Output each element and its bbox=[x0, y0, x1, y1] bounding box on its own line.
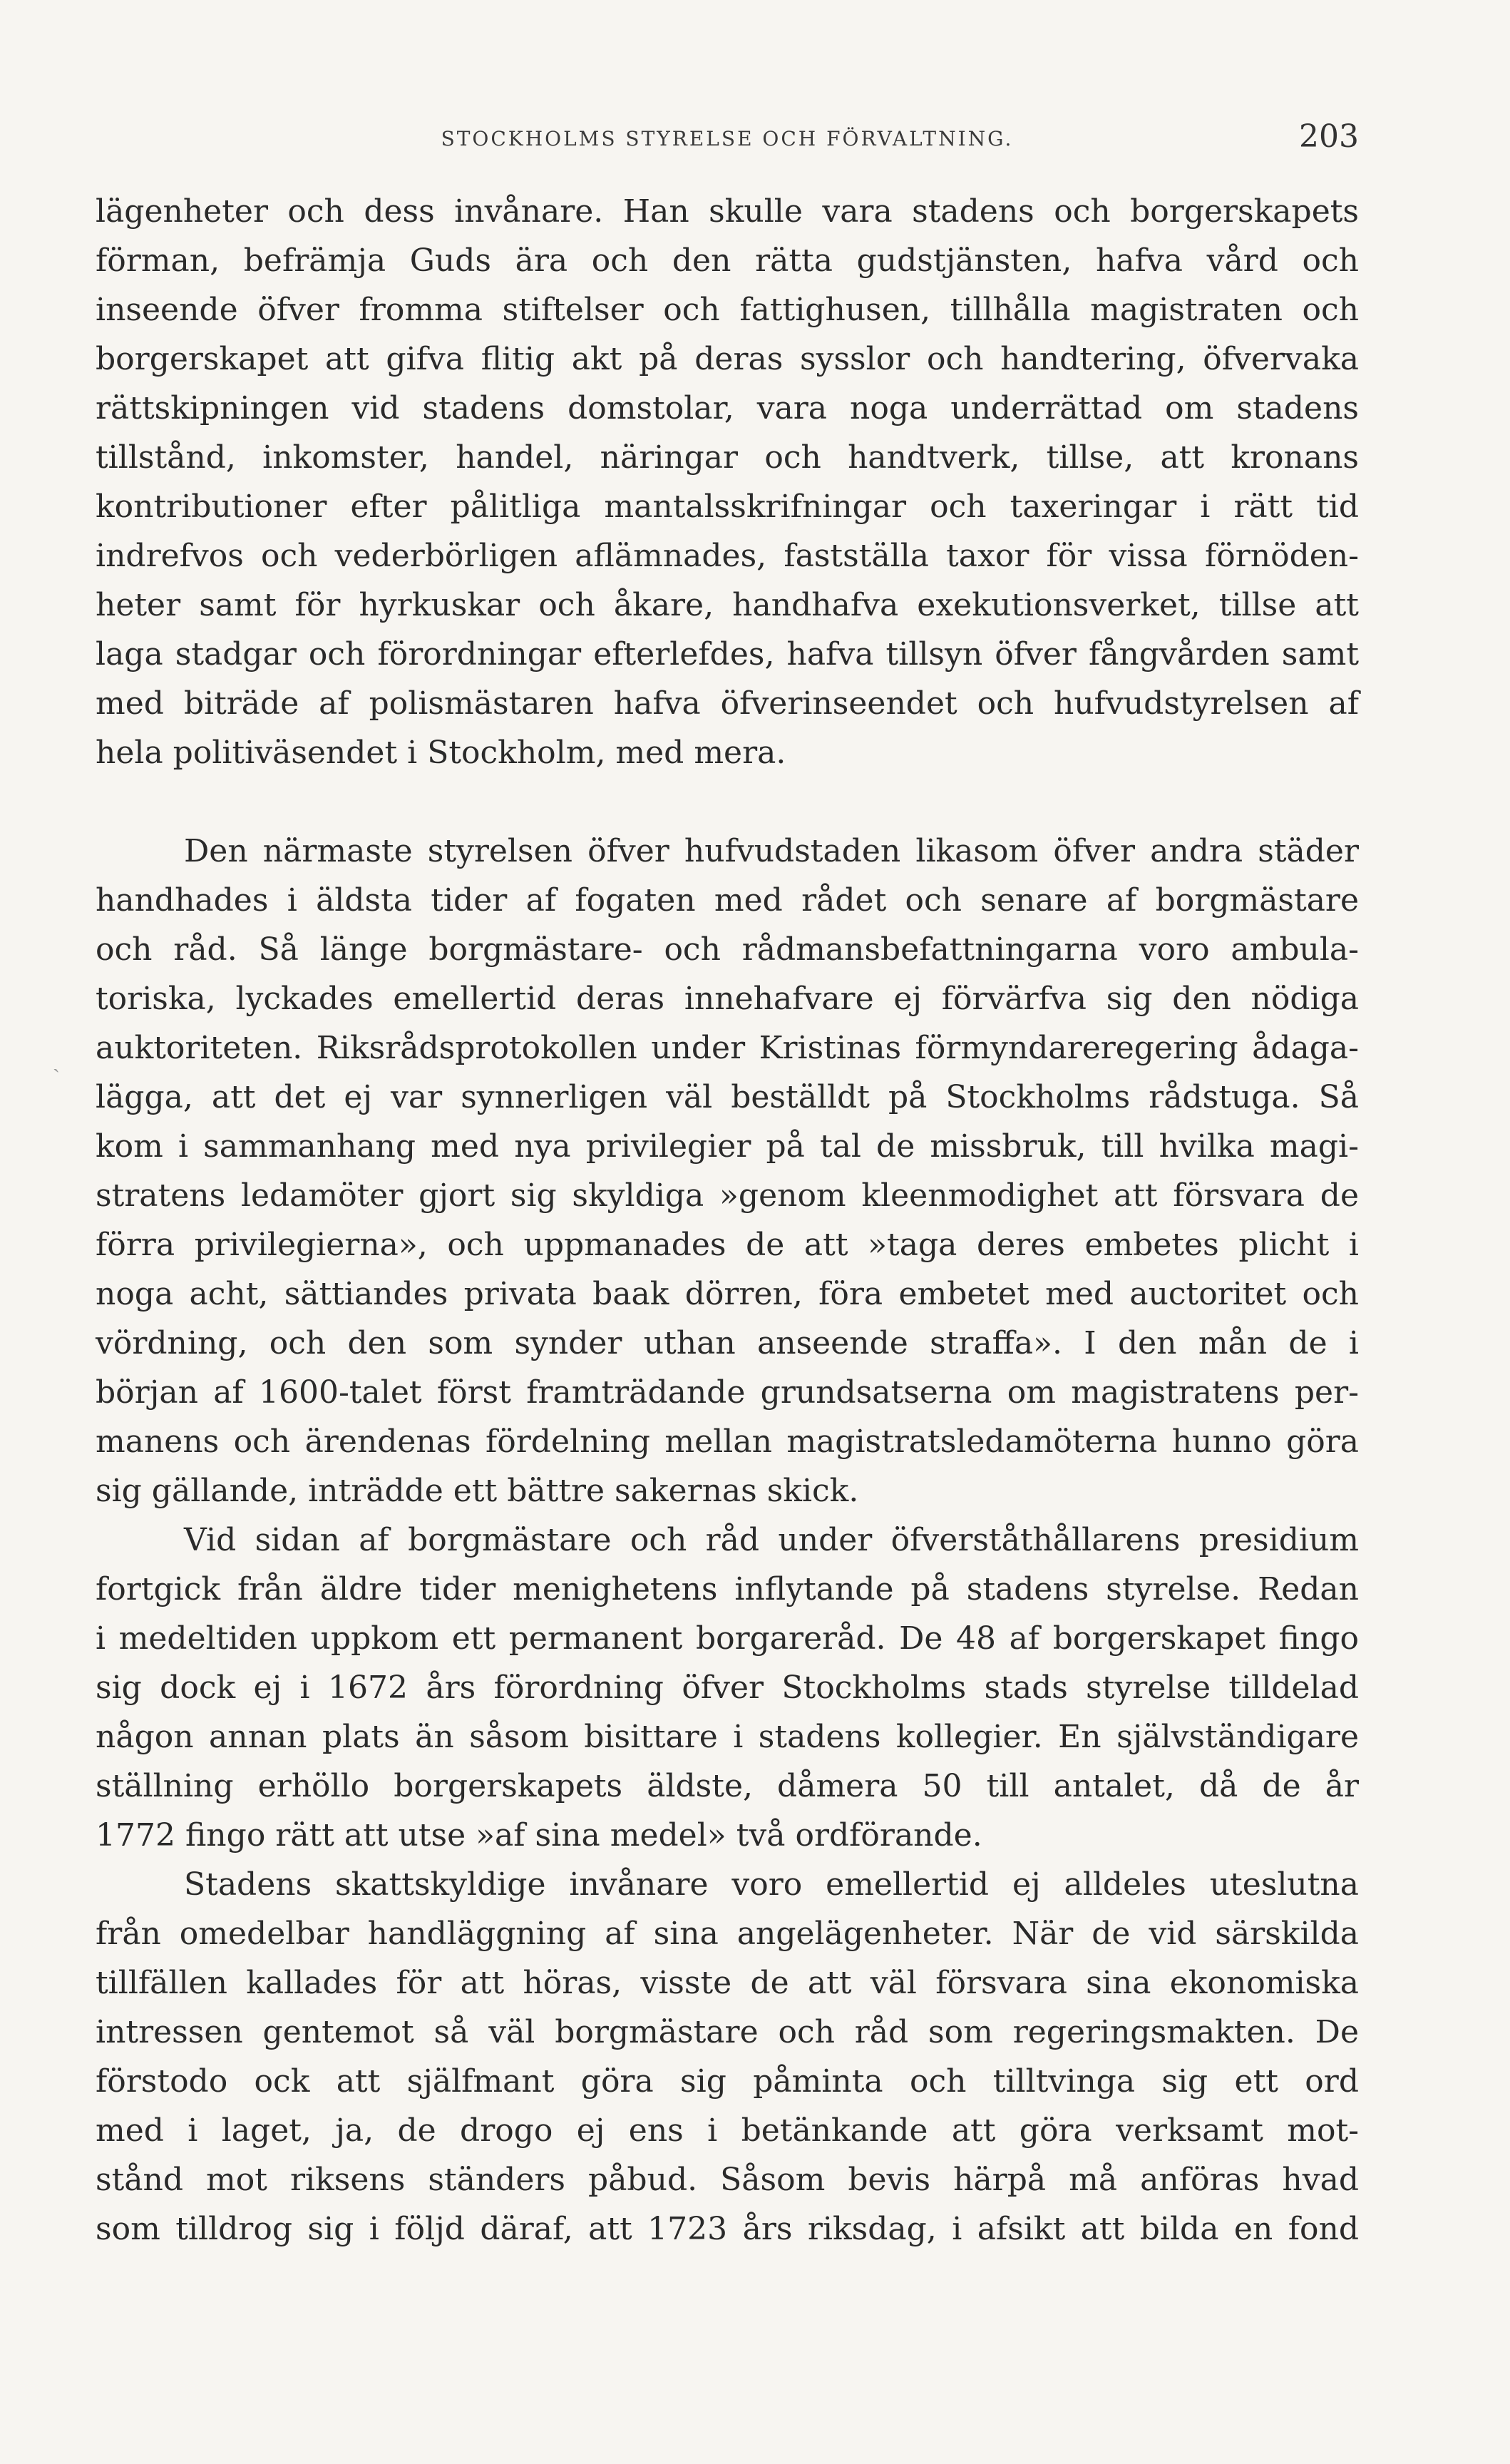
text-line: fortgick från äldre tider menighetens inflytande på stadens styrelse. Redan bbox=[96, 1571, 1359, 1607]
text-line: kontributioner efter pålitliga mantalsskrifningar och taxeringar i rätt tid bbox=[96, 489, 1359, 525]
text-line: noga acht, sättiandes privata baak dörren, föra embetet med auctoritet och bbox=[96, 1276, 1359, 1312]
margin-mark: ˏ bbox=[53, 1048, 60, 1073]
text-line: i medeltiden uppkom ett permanent borgareråd. De 48 af borgerskapet fingo bbox=[96, 1620, 1359, 1657]
paragraph-gap bbox=[96, 777, 1359, 827]
text-line: förra privilegierna», och uppmanades de att »taga deres embetes plicht i bbox=[96, 1227, 1359, 1263]
text-line: och råd. Så länge borgmästare- och rådmansbefattningarna voro ambula- bbox=[96, 931, 1359, 968]
text-line: kom i sammanhang med nya privilegier på tal de missbruk, till hvilka magi- bbox=[96, 1128, 1359, 1165]
text-line: förman, befrämja Guds ära och den rätta gudstjänsten, hafva vård och bbox=[96, 242, 1359, 279]
body-text bbox=[96, 187, 1359, 2254]
text-line: Den närmaste styrelsen öfver hufvudstaden likasom öfver andra städer bbox=[184, 833, 1359, 869]
text-line: tillstånd, inkomster, handel, näringar och handtverk, tillse, att kronans bbox=[96, 439, 1359, 476]
text-line: rättskipningen vid stadens domstolar, vara noga underrättad om stadens bbox=[96, 390, 1359, 426]
text-line: förstodo ock att själfmant göra sig påminta och tilltvinga sig ett ord bbox=[96, 2063, 1359, 2100]
text-line: auktoriteten. Riksrådsprotokollen under Kristinas förmyndareregering ådaga- bbox=[96, 1030, 1359, 1066]
text-line: med i laget, ja, de drogo ej ens i betänkande att göra verksamt mot- bbox=[96, 2112, 1359, 2149]
page-number: 203 bbox=[1299, 118, 1359, 155]
text-line: stånd mot riksens ständers påbud. Såsom bevis härpå må anföras hvad bbox=[96, 2162, 1359, 2198]
text-line: stratens ledamöter gjort sig skyldiga »genom kleenmodighet att försvara de bbox=[96, 1177, 1359, 1214]
text-line: sig dock ej i 1672 års förordning öfver Stockholms stads styrelse tilldelad bbox=[96, 1670, 1359, 1706]
text-line: inseende öfver fromma stiftelser och fattighusen, tillhålla magistraten och bbox=[96, 292, 1359, 328]
text-line: indrefvos och vederbörligen aflämnades, fastställa taxor för vissa förnöden- bbox=[96, 538, 1359, 574]
text-line: toriska, lyckades emellertid deras innehafvare ej förvärfva sig den nödiga bbox=[96, 981, 1359, 1017]
text-line: Stadens skattskyldige invånare voro emellertid ej alldeles uteslutna bbox=[184, 1866, 1359, 1903]
text-line: borgerskapet att gifva flitig akt på deras sysslor och handtering, öfvervaka bbox=[96, 341, 1359, 377]
text-line: början af 1600-talet först framträdande grundsatserna om magistratens per- bbox=[96, 1374, 1359, 1411]
text-line: vördning, och den som synder uthan anseende straffa». I den mån de i bbox=[96, 1325, 1359, 1361]
text-line: från omedelbar handläggning af sina angelägenheter. När de vid särskilda bbox=[96, 1916, 1359, 1952]
running-title: STOCKHOLMS STYRELSE OCH FÖRVALTNING. bbox=[441, 127, 1014, 150]
text-line: tillfällen kallades för att höras, visste de att väl försvara sina ekonomiska bbox=[96, 1965, 1359, 2001]
text-line: handhades i äldsta tider af fogaten med rådet och senare af borgmästare bbox=[96, 882, 1359, 919]
text-line: ställning erhöllo borgerskapets äldste, dåmera 50 till antalet, då de år bbox=[96, 1768, 1359, 1804]
text-line: heter samt för hyrkuskar och åkare, handhafva exekutionsverket, tillse att bbox=[96, 587, 1359, 623]
running-header bbox=[96, 118, 1359, 161]
text-line: som tilldrog sig i följd däraf, att 1723 års riksdag, i afsikt att bilda en fond bbox=[96, 2211, 1359, 2247]
text-line: manens och ärendenas fördelning mellan magistratsledamöterna hunno göra bbox=[96, 1423, 1359, 1460]
text-line: någon annan plats än såsom bisittare i stadens kollegier. En självständigare bbox=[96, 1719, 1359, 1755]
text-line: lägga, att det ej var synnerligen väl beställdt på Stockholms rådstuga. Så bbox=[96, 1079, 1359, 1115]
text-line: Vid sidan af borgmästare och råd under öfverståthållarens presidium bbox=[184, 1522, 1359, 1558]
text-line: lägenheter och dess invånare. Han skulle vara stadens och borgerskapets bbox=[96, 193, 1359, 230]
text-line: med biträde af polismästaren hafva öfverinseendet och hufvudstyrelsen af bbox=[96, 685, 1359, 722]
text-line: laga stadgar och förordningar efterlefdes, hafva tillsyn öfver fångvården samt bbox=[96, 636, 1359, 673]
text-line: sig gällande, inträdde ett bättre sakernas skick. bbox=[96, 1473, 859, 1509]
text-line: 1772 fingo rätt att utse »af sina medel» två ordförande. bbox=[96, 1817, 982, 1854]
text-line: hela politiväsendet i Stockholm, med mera. bbox=[96, 735, 786, 771]
text-line: intressen gentemot så väl borgmästare och råd som regeringsmakten. De bbox=[96, 2014, 1359, 2050]
